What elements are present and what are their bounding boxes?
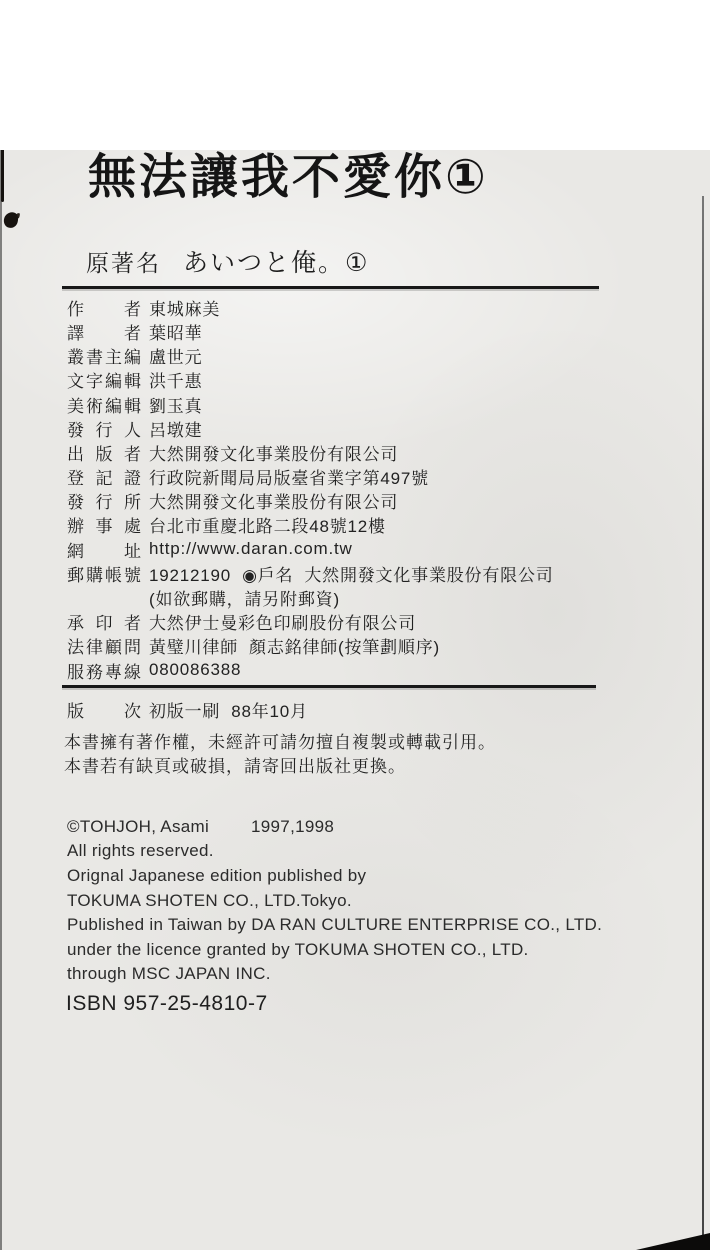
notice-line: 本書擁有著作權，未經許可請勿擅自複製或轉載引用。 (64, 733, 496, 753)
scan-right-edge (702, 196, 704, 1250)
table-row-printer (0, 610, 710, 634)
original-title-label: 原著名 (86, 250, 161, 277)
row-value: 黃璧川律師 顏志銘律師(按筆劃順序) (149, 638, 440, 658)
row-value: 大然開發文化事業股份有限公司 (149, 493, 399, 513)
row-label: 郵 購 帳 號 (67, 565, 141, 585)
row-label: 作 者 (67, 299, 141, 319)
edition-label: 版 次 (67, 702, 141, 722)
table-row-publisher (0, 440, 710, 464)
row-label: 發 行 所 (67, 493, 141, 513)
copyright-years: 1997,1998 (251, 816, 335, 836)
notice-line: 本書若有缺頁或破損，請寄回出版社更換。 (64, 756, 406, 776)
table-row-service-line (0, 658, 710, 682)
divider-bottom (62, 685, 596, 688)
original-title-row (86, 243, 710, 279)
copyright-line: TOKUMA SHOTEN CO., LTD.Tokyo. (67, 890, 352, 910)
copyright-line (67, 815, 710, 840)
row-label: 美 術 編 輯 (67, 396, 141, 416)
scan-left-edge (0, 150, 2, 1250)
table-row-translator (0, 319, 710, 343)
row-value: 盧世元 (149, 348, 203, 368)
copyright-line: All rights reserved. (67, 841, 214, 861)
row-value: (如欲郵購，請另附郵資) (149, 590, 340, 610)
row-value: 劉玉真 (149, 396, 203, 416)
row-value: 大然伊士曼彩色印刷股份有限公司 (149, 614, 416, 634)
row-label: 網 址 (67, 541, 141, 561)
row-value: 19212190 ◉戶名 大然開發文化事業股份有限公司 (149, 565, 554, 585)
table-row-series-editor (0, 344, 710, 368)
copyright-line: under the licence granted by TOKUMA SHOTEN CO., LTD. (67, 939, 529, 959)
book-title: 無法讓我不愛你① (88, 151, 489, 204)
table-row-publisher-person (0, 416, 710, 440)
table-row-postal-account (0, 561, 710, 585)
row-label: 辦 事 處 (67, 517, 141, 537)
colophon-page (0, 150, 710, 1250)
table-row-legal-advisor (0, 634, 710, 658)
row-value: 葉昭華 (149, 323, 203, 343)
table-row-registration (0, 465, 710, 489)
copyright-line: Published in Taiwan by DA RAN CULTURE ENTERPRISE CO., LTD. (67, 915, 603, 935)
row-value: 行政院新聞局局版臺省業字第497號 (149, 469, 429, 489)
row-value: 呂墩建 (149, 420, 203, 440)
edition-row (0, 697, 710, 722)
service-phone: 080086388 (149, 660, 242, 680)
table-row-postal-note (0, 585, 710, 609)
ink-spot (2, 210, 20, 230)
table-row-text-editor (0, 368, 710, 392)
row-label: 承 印 者 (67, 614, 141, 634)
copyright-line: through MSC JAPAN INC. (67, 964, 271, 984)
isbn: ISBN 957-25-4810-7 (66, 991, 268, 1015)
table-row-distributor (0, 489, 710, 513)
row-label: 譯 者 (67, 323, 141, 343)
table-row-author (0, 295, 710, 319)
row-value: 洪千惠 (149, 372, 203, 392)
row-label: 服 務 專 線 (67, 662, 141, 682)
table-row-art-editor (0, 392, 710, 416)
row-value: 台北市重慶北路二段48號12樓 (149, 517, 386, 537)
copyright-holder: ©TOHJOH, Asami (67, 816, 210, 836)
row-value: 東城麻美 (149, 299, 221, 319)
row-value: 大然開發文化事業股份有限公司 (149, 444, 399, 464)
row-label: 法 律 顧 問 (67, 638, 141, 658)
row-label: 叢 書 主 編 (67, 348, 141, 368)
row-label: 出 版 者 (67, 444, 141, 464)
row-label: 文 字 編 輯 (67, 372, 141, 392)
row-label: 發 行 人 (67, 420, 141, 440)
table-row-website (0, 537, 710, 561)
scan-left-sliver (1, 150, 4, 202)
divider-top (62, 286, 599, 289)
edition-value: 初版一刷 88年10月 (149, 702, 308, 722)
table-row-office (0, 513, 710, 537)
copyright-notices (64, 731, 710, 779)
copyright-line: Orignal Japanese edition published by (67, 865, 367, 885)
website-url: http://www.daran.com.tw (149, 539, 353, 559)
colophon-table (0, 295, 710, 682)
row-label: 登 記 證 (67, 469, 141, 489)
original-title-value: あいつと俺。① (183, 249, 370, 278)
english-copyright-block (67, 815, 710, 987)
scan-corner-shadow (636, 1233, 710, 1250)
